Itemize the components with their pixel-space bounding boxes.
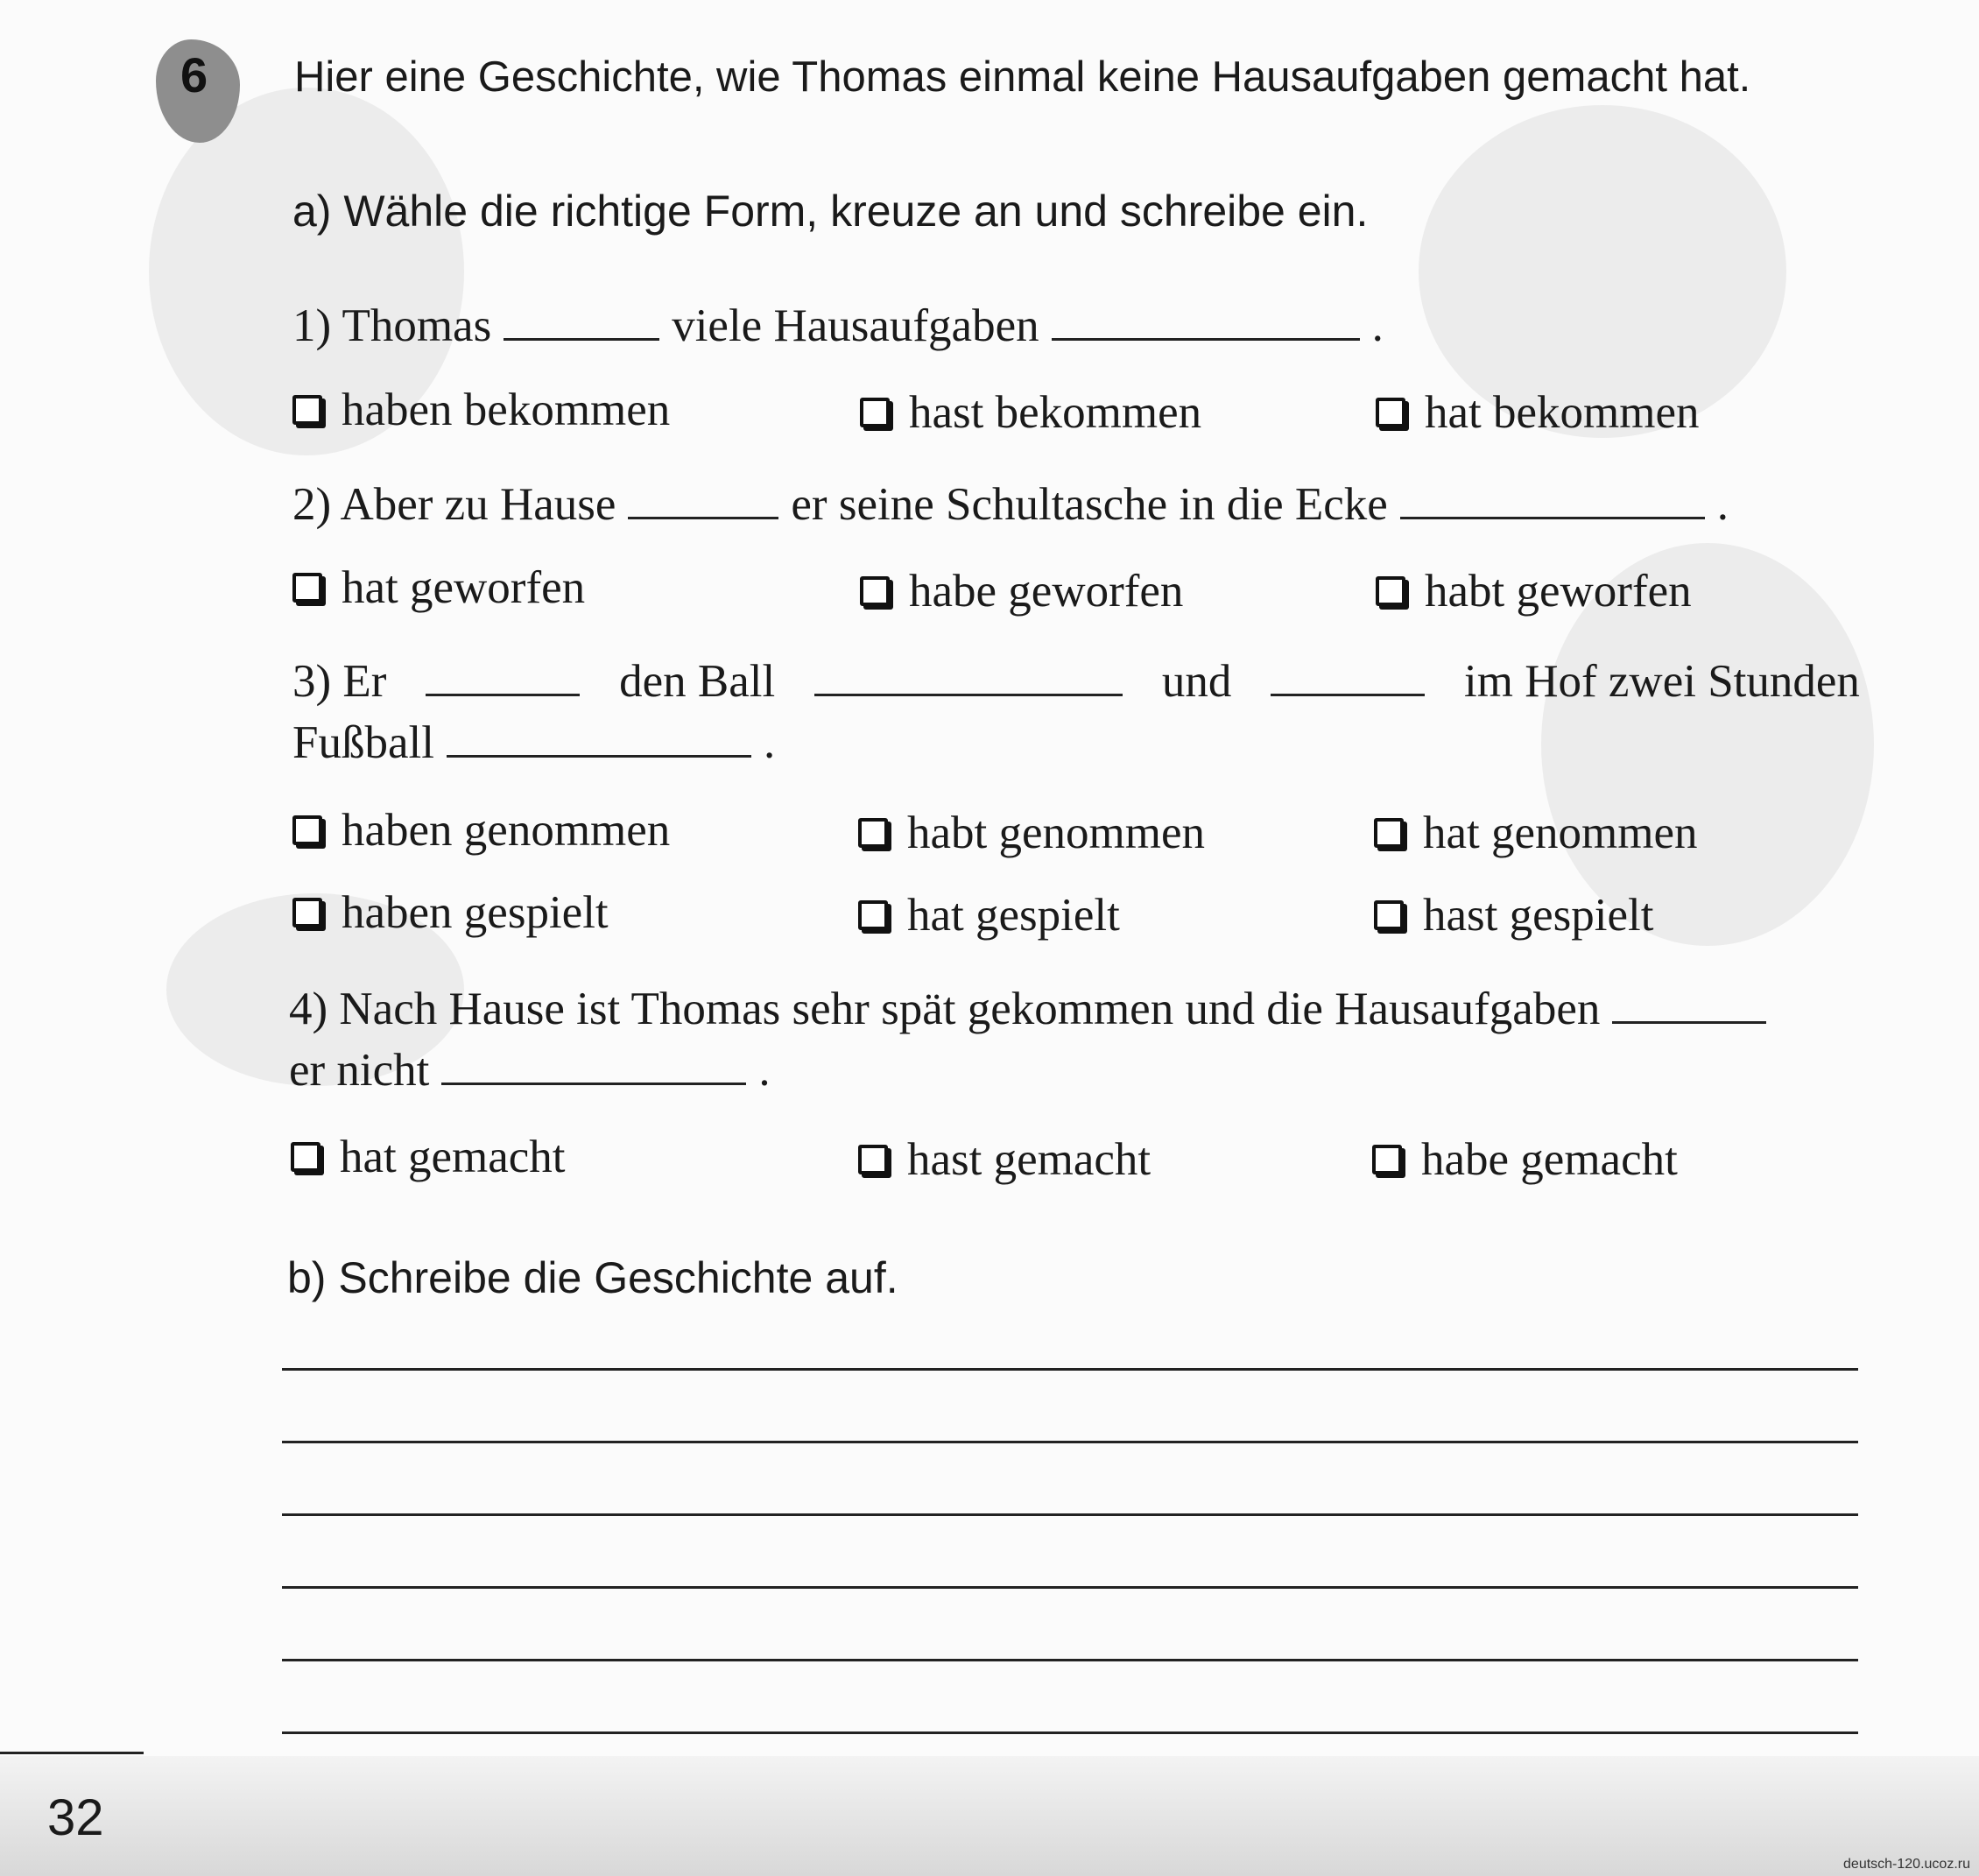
exercise-title: Hier eine Geschichte, wie Thomas einmal keine Hausaufgaben gemacht hat. [294, 53, 1751, 101]
checkbox-icon[interactable] [292, 815, 322, 845]
checkbox-icon[interactable] [858, 900, 888, 930]
question-text: Fußball [292, 717, 434, 768]
checkbox-icon[interactable] [1374, 900, 1404, 930]
writing-line[interactable] [282, 1659, 1858, 1661]
question-text: 3) Er [292, 656, 387, 707]
question-text: 4) Nach Hause ist Thomas sehr spät gekommen und die Hausaufgaben [289, 984, 1601, 1034]
question-3 [292, 655, 1860, 708]
option-label: haben genommen [342, 805, 671, 856]
option-checkbox[interactable] [1372, 1133, 1678, 1186]
part-a-instruction: a) Wähle die richtige Form, kreuze an und schreibe ein. [292, 187, 1369, 236]
option-label: habt geworfen [1425, 566, 1692, 617]
question-text: viele Hausaufgaben [672, 300, 1039, 351]
answer-blank[interactable] [1400, 482, 1705, 519]
option-checkbox[interactable] [1376, 565, 1692, 617]
question-4 [289, 983, 1778, 1035]
checkbox-icon[interactable] [1376, 398, 1405, 427]
option-checkbox[interactable] [292, 561, 585, 614]
option-label: hat geworfen [342, 562, 586, 613]
option-label: hat bekommen [1425, 387, 1700, 438]
writing-line[interactable] [282, 1731, 1858, 1734]
writing-line[interactable] [282, 1513, 1858, 1516]
checkbox-icon[interactable] [858, 1145, 888, 1174]
answer-blank[interactable] [628, 482, 778, 519]
option-label: hat gespielt [907, 890, 1120, 941]
checkbox-icon[interactable] [292, 395, 322, 425]
checkbox-icon[interactable] [860, 398, 890, 427]
question-3-continued [292, 716, 775, 769]
option-checkbox[interactable] [292, 804, 670, 857]
option-checkbox[interactable] [292, 384, 670, 436]
checkbox-icon[interactable] [1374, 818, 1404, 848]
answer-blank[interactable] [504, 303, 659, 341]
page-number: 32 [47, 1789, 104, 1846]
question-text: und [1161, 656, 1232, 707]
question-text: den Ball [619, 656, 776, 707]
checkbox-icon[interactable] [291, 1142, 320, 1172]
question-text: 1) Thomas [292, 300, 492, 351]
checkbox-icon[interactable] [1372, 1145, 1402, 1174]
option-checkbox[interactable] [1374, 807, 1698, 859]
answer-blank[interactable] [441, 1047, 746, 1085]
footer-rule [0, 1752, 144, 1754]
checkbox-icon[interactable] [292, 898, 322, 927]
writing-line[interactable] [282, 1441, 1858, 1443]
watermark: deutsch-120.ucoz.ru [1843, 1857, 1970, 1872]
question-text: 2) Aber zu Hause [292, 479, 616, 530]
writing-line[interactable] [282, 1368, 1858, 1371]
option-checkbox[interactable] [858, 807, 1205, 859]
option-label: hast gespielt [1423, 890, 1654, 941]
answer-blank[interactable] [447, 720, 751, 758]
question-1 [292, 300, 1384, 352]
question-text: im Hof zwei Stunden [1464, 656, 1860, 707]
question-text: . [1371, 300, 1384, 351]
answer-blank[interactable] [1052, 303, 1360, 341]
question-text: er seine Schultasche in die Ecke [791, 479, 1388, 530]
option-checkbox[interactable] [858, 1133, 1151, 1186]
option-checkbox[interactable] [860, 565, 1183, 617]
option-label: hat gemacht [340, 1132, 566, 1182]
page-footer [0, 1756, 1979, 1876]
checkbox-icon[interactable] [860, 576, 890, 606]
answer-blank[interactable] [814, 659, 1123, 696]
option-label: hast bekommen [909, 387, 1202, 438]
question-text: . [758, 1045, 771, 1096]
question-text: . [1716, 479, 1729, 530]
option-checkbox[interactable] [291, 1131, 566, 1183]
option-checkbox[interactable] [1374, 889, 1653, 942]
answer-blank[interactable] [426, 659, 580, 696]
checkbox-icon[interactable] [292, 573, 322, 603]
answer-blank[interactable] [1271, 659, 1425, 696]
option-label: habt genommen [907, 808, 1205, 858]
option-checkbox[interactable] [858, 889, 1120, 942]
question-text: . [763, 717, 776, 768]
option-label: haben bekommen [342, 384, 671, 435]
option-label: hat genommen [1423, 808, 1698, 858]
question-4-continued [289, 1044, 771, 1097]
option-checkbox[interactable] [1376, 386, 1700, 439]
exercise-number: 6 [180, 47, 208, 102]
part-b-instruction: b) Schreibe die Geschichte auf. [287, 1253, 898, 1302]
answer-blank[interactable] [1612, 986, 1766, 1024]
option-checkbox[interactable] [292, 886, 609, 939]
option-label: habe geworfen [909, 566, 1184, 617]
option-label: habe gemacht [1421, 1134, 1678, 1185]
question-2 [292, 478, 1729, 531]
writing-line[interactable] [282, 1586, 1858, 1589]
question-text: er nicht [289, 1045, 430, 1096]
checkbox-icon[interactable] [858, 818, 888, 848]
option-label: hast gemacht [907, 1134, 1151, 1185]
option-checkbox[interactable] [860, 386, 1201, 439]
option-label: haben gespielt [342, 887, 609, 938]
checkbox-icon[interactable] [1376, 576, 1405, 606]
